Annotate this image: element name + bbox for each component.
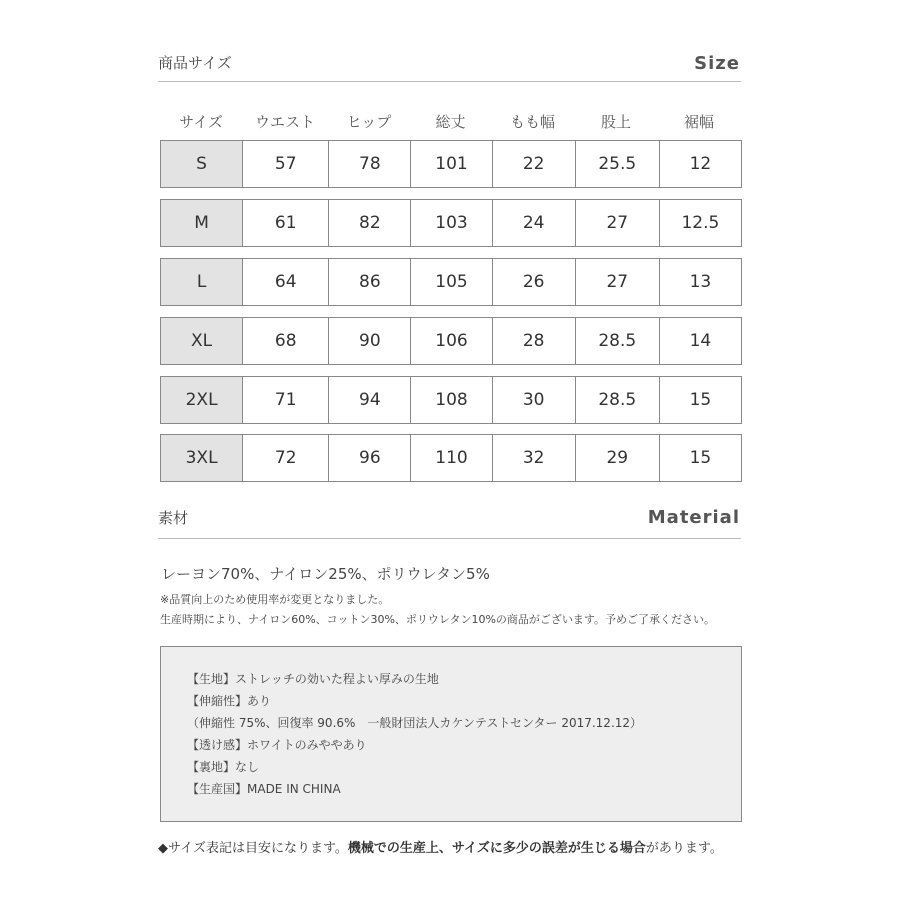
column-header: 股上 [600, 112, 631, 131]
spec-fabric: 【生地】ストレッチの効いた程よい厚みの生地 [187, 672, 439, 686]
size-section-title: 商品サイズ [158, 54, 232, 72]
spec-lining: 【裏地】なし [187, 760, 260, 774]
material-composition: レーヨン70%、ナイロン25%、ポリウレタン5% [161, 565, 490, 583]
table-cell: 28.5 [576, 318, 660, 364]
table-cell: 101 [411, 141, 492, 187]
column-header: 総丈 [435, 112, 466, 131]
column-header: ウエスト [254, 112, 315, 131]
table-row [160, 258, 742, 306]
table-cell: 105 [411, 259, 492, 305]
divider [158, 81, 741, 82]
material-section-title-en: Material [647, 507, 740, 528]
table-cell: 86 [329, 259, 411, 305]
table-cell: 29 [576, 435, 660, 481]
table-cell: 32 [493, 435, 576, 481]
table-cell: 103 [411, 200, 492, 246]
material-note-2: 生産時期により、ナイロン60%、コットン30%、ポリウレタン10%の商品がございます。予めご了承ください。 [160, 613, 716, 626]
table-cell: 12.5 [681, 213, 720, 233]
column-header: サイズ [179, 112, 223, 131]
disclaimer-bold: 機械での生産上、サイズに多少の誤差が生じる場合 [347, 841, 646, 856]
table-cell: 61 [243, 200, 329, 246]
table-cell: 28 [493, 318, 576, 364]
table-cell: 78 [329, 141, 411, 187]
column-header: ヒップ [346, 112, 392, 131]
table-cell: 27 [576, 259, 660, 305]
table-cell: 24 [493, 200, 576, 246]
divider [158, 538, 741, 539]
size-label-cell: L [161, 259, 243, 305]
size-label-cell: M [161, 200, 243, 246]
material-section-title: 素材 [158, 509, 189, 527]
size-label-cell: S [161, 141, 243, 187]
size-label-cell: 2XL [161, 377, 243, 423]
table-cell: 30 [493, 377, 576, 423]
material-note-1: ※品質向上のため使用率が変更となりました。 [160, 593, 390, 606]
table-cell: 25.5 [576, 141, 660, 187]
size-disclaimer [158, 837, 723, 856]
table-cell: 106 [411, 318, 492, 364]
spec-sheerness: 【透け感】ホワイトのみややあり [187, 738, 367, 752]
table-cell: 57 [243, 141, 329, 187]
table-row [160, 434, 742, 482]
table-row [160, 376, 742, 424]
table-cell: 64 [243, 259, 329, 305]
table-cell: 90 [329, 318, 411, 364]
table-cell: 13 [689, 272, 712, 292]
table-cell: 68 [243, 318, 329, 364]
spec-stretch: 【伸縮性】あり [187, 694, 272, 708]
disclaimer-text-end: があります。 [645, 841, 723, 856]
spec-box [160, 646, 742, 822]
table-cell: 15 [689, 448, 712, 468]
table-cell: 108 [411, 377, 492, 423]
size-section-title-en: Size [694, 53, 740, 74]
spec-stretch-detail: （伸縮性 75%、回復率 90.6% 一般財団法人カケンテストセンター 2017.12.12） [187, 716, 643, 730]
column-header: 裾幅 [683, 112, 714, 131]
spec-origin: 【生産国】MADE IN CHINA [187, 782, 341, 796]
table-cell: 82 [329, 200, 411, 246]
table-cell: 27 [576, 200, 660, 246]
table-cell: 15 [689, 390, 712, 410]
table-cell: 96 [329, 435, 411, 481]
table-row [160, 140, 742, 188]
table-row [160, 199, 742, 247]
table-header [160, 110, 741, 132]
size-label-cell: 3XL [161, 435, 243, 481]
table-cell: 12 [689, 154, 712, 174]
table-cell: 94 [329, 377, 411, 423]
table-cell: 72 [243, 435, 329, 481]
table-cell: 22 [493, 141, 576, 187]
size-label-cell: XL [161, 318, 243, 364]
table-cell: 110 [411, 435, 492, 481]
table-cell: 71 [243, 377, 329, 423]
table-cell: 14 [689, 331, 712, 351]
column-header: もも幅 [509, 112, 555, 131]
disclaimer-text: ◆サイズ表記は目安になります。 [158, 841, 348, 856]
table-cell: 28.5 [576, 377, 660, 423]
table-cell: 26 [493, 259, 576, 305]
table-row [160, 317, 742, 365]
